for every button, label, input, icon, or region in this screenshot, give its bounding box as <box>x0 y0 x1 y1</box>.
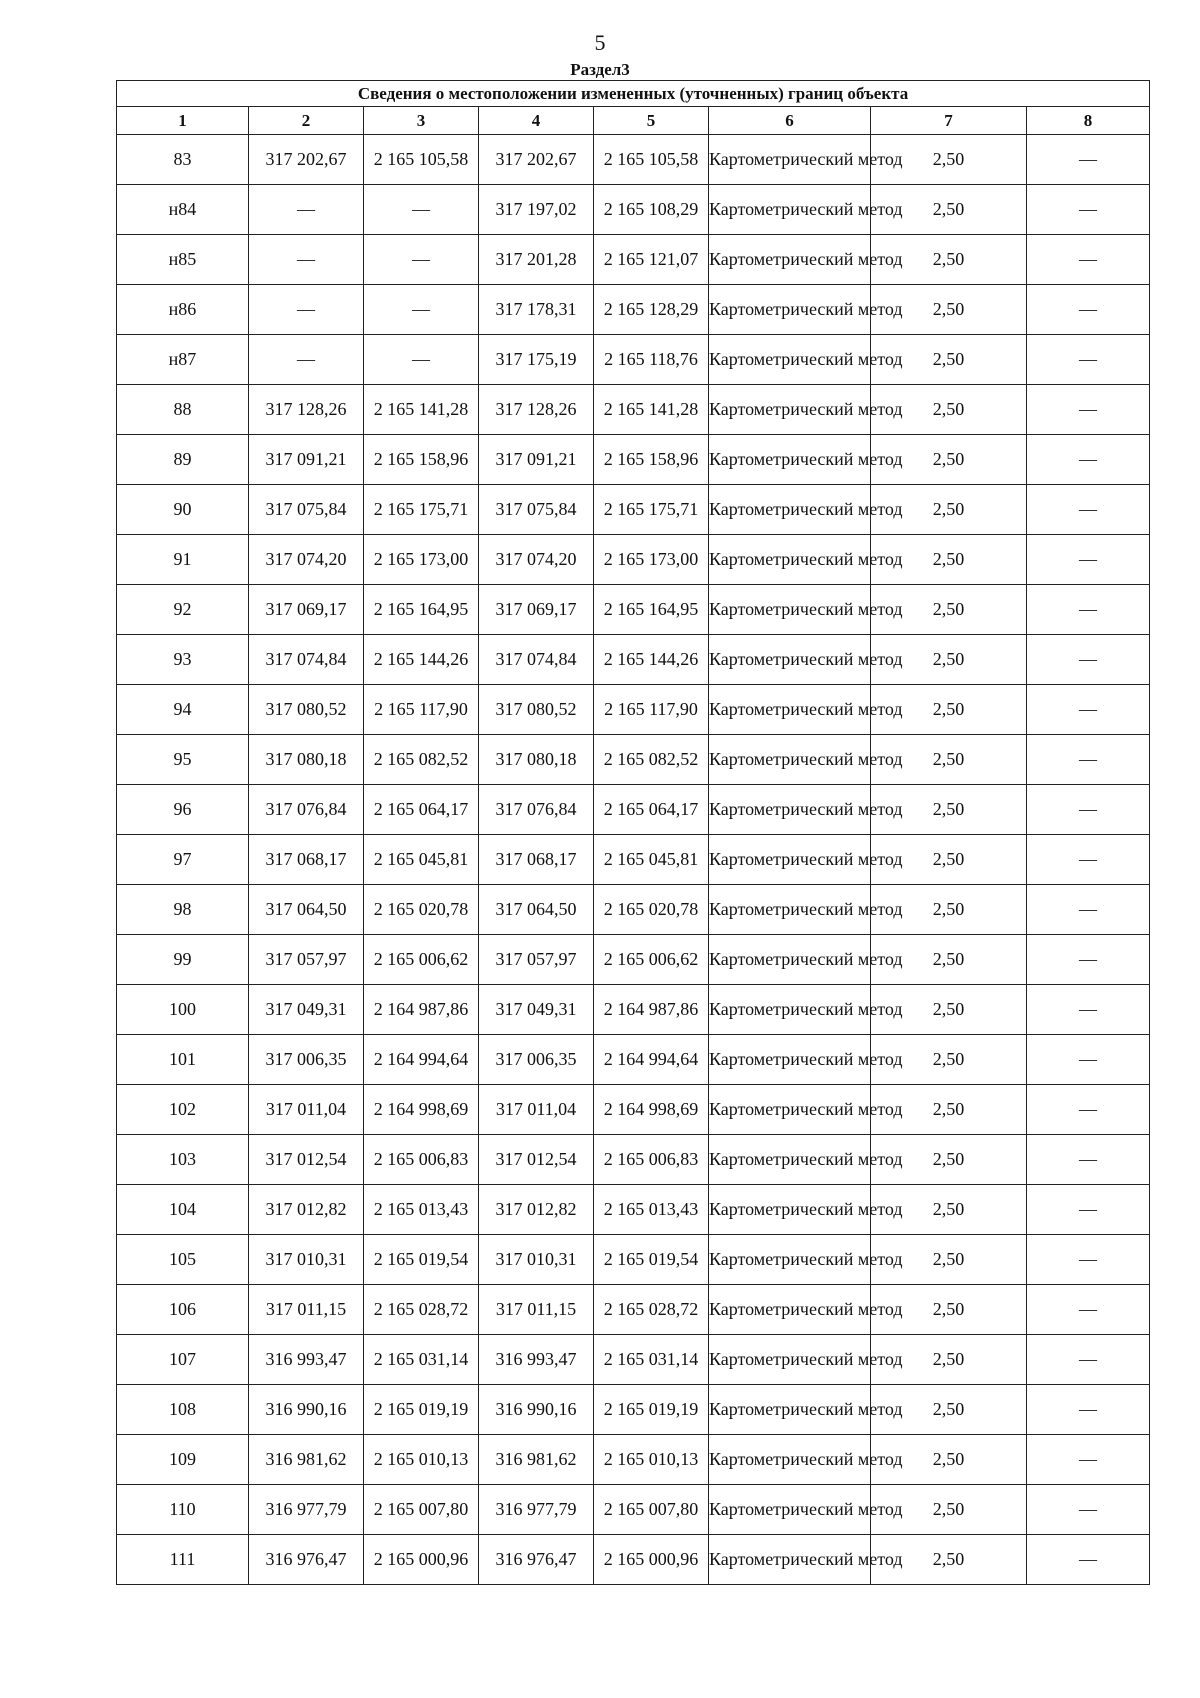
cell-accuracy: 2,50 <box>871 1185 1027 1235</box>
cell-accuracy: 2,50 <box>871 1335 1027 1385</box>
cell-description: — <box>1027 1235 1150 1285</box>
cell-description: — <box>1027 285 1150 335</box>
cell-new-x: 316 977,79 <box>479 1485 594 1535</box>
cell-old-y: 2 165 175,71 <box>364 485 479 535</box>
cell-point-id: 106 <box>117 1285 249 1335</box>
cell-accuracy: 2,50 <box>871 885 1027 935</box>
cell-accuracy: 2,50 <box>871 585 1027 635</box>
cell-old-x: 317 012,82 <box>249 1185 364 1235</box>
table-row <box>117 835 1150 885</box>
cell-point-id: 104 <box>117 1185 249 1235</box>
cell-description: — <box>1027 135 1150 185</box>
cell-new-x: 316 981,62 <box>479 1435 594 1485</box>
cell-accuracy: 2,50 <box>871 135 1027 185</box>
cell-old-x: 317 074,84 <box>249 635 364 685</box>
cell-old-y: 2 164 998,69 <box>364 1085 479 1135</box>
cell-old-y: — <box>364 335 479 385</box>
cell-method: Картометрический метод <box>709 1085 871 1135</box>
cell-description: — <box>1027 1135 1150 1185</box>
cell-accuracy: 2,50 <box>871 235 1027 285</box>
cell-description: — <box>1027 485 1150 535</box>
cell-old-y: 2 165 020,78 <box>364 885 479 935</box>
cell-accuracy: 2,50 <box>871 985 1027 1035</box>
cell-new-x: 317 011,15 <box>479 1285 594 1335</box>
cell-new-x: 317 074,20 <box>479 535 594 585</box>
cell-old-x: — <box>249 335 364 385</box>
cell-point-id: 95 <box>117 735 249 785</box>
cell-new-x: 317 012,82 <box>479 1185 594 1235</box>
cell-old-x: 317 080,18 <box>249 735 364 785</box>
table-row <box>117 935 1150 985</box>
cell-old-y: 2 165 019,54 <box>364 1235 479 1285</box>
cell-method: Картометрический метод <box>709 1435 871 1485</box>
cell-accuracy: 2,50 <box>871 1035 1027 1085</box>
cell-point-id: 100 <box>117 985 249 1035</box>
cell-accuracy: 2,50 <box>871 635 1027 685</box>
cell-method: Картометрический метод <box>709 235 871 285</box>
cell-old-x: 317 011,04 <box>249 1085 364 1135</box>
cell-description: — <box>1027 1385 1150 1435</box>
cell-old-y: 2 165 007,80 <box>364 1485 479 1535</box>
cell-point-id: 111 <box>117 1535 249 1585</box>
cell-new-y: 2 165 020,78 <box>594 885 709 935</box>
table-row <box>117 1135 1150 1185</box>
cell-new-y: 2 165 045,81 <box>594 835 709 885</box>
cell-old-x: 317 069,17 <box>249 585 364 635</box>
cell-new-x: 317 068,17 <box>479 835 594 885</box>
cell-point-id: 96 <box>117 785 249 835</box>
cell-description: — <box>1027 785 1150 835</box>
cell-old-x: 317 012,54 <box>249 1135 364 1185</box>
cell-old-x: 316 976,47 <box>249 1535 364 1585</box>
table-row <box>117 1035 1150 1085</box>
cell-new-y: 2 165 064,17 <box>594 785 709 835</box>
cell-old-x: 317 076,84 <box>249 785 364 835</box>
cell-accuracy: 2,50 <box>871 435 1027 485</box>
cell-point-id: 101 <box>117 1035 249 1085</box>
cell-old-x: 317 202,67 <box>249 135 364 185</box>
cell-new-y: 2 165 173,00 <box>594 535 709 585</box>
column-number-row <box>117 107 1150 135</box>
cell-new-y: 2 165 082,52 <box>594 735 709 785</box>
cell-new-y: 2 165 118,76 <box>594 335 709 385</box>
cell-old-y: 2 165 006,83 <box>364 1135 479 1185</box>
cell-method: Картометрический метод <box>709 885 871 935</box>
table-row <box>117 1285 1150 1335</box>
cell-new-y: 2 165 175,71 <box>594 485 709 535</box>
cell-description: — <box>1027 835 1150 885</box>
cell-method: Картометрический метод <box>709 1285 871 1335</box>
cell-old-y: 2 165 164,95 <box>364 585 479 635</box>
cell-point-id: н84 <box>117 185 249 235</box>
cell-old-y: 2 165 010,13 <box>364 1435 479 1485</box>
table-row <box>117 735 1150 785</box>
cell-method: Картометрический метод <box>709 835 871 885</box>
cell-old-y: 2 165 045,81 <box>364 835 479 885</box>
cell-old-x: 316 993,47 <box>249 1335 364 1385</box>
cell-old-y: 2 165 158,96 <box>364 435 479 485</box>
cell-method: Картометрический метод <box>709 1335 871 1385</box>
cell-description: — <box>1027 935 1150 985</box>
cell-accuracy: 2,50 <box>871 535 1027 585</box>
column-number-6: 6 <box>709 107 871 135</box>
cell-new-x: 317 049,31 <box>479 985 594 1035</box>
cell-method: Картометрический метод <box>709 435 871 485</box>
cell-point-id: 91 <box>117 535 249 585</box>
cell-old-x: — <box>249 185 364 235</box>
table-caption: Сведения о местоположении измененных (уточненных) границ объекта <box>117 81 1150 107</box>
cell-old-x: 317 091,21 <box>249 435 364 485</box>
column-number-8: 8 <box>1027 107 1150 135</box>
table-row <box>117 235 1150 285</box>
cell-point-id: 93 <box>117 635 249 685</box>
cell-accuracy: 2,50 <box>871 835 1027 885</box>
cell-method: Картометрический метод <box>709 535 871 585</box>
boundary-coordinates-table <box>116 80 1150 1585</box>
cell-method: Картометрический метод <box>709 1235 871 1285</box>
cell-new-x: 317 128,26 <box>479 385 594 435</box>
section-title: Раздел3 <box>570 60 630 79</box>
cell-old-x: 317 011,15 <box>249 1285 364 1335</box>
cell-new-y: 2 165 105,58 <box>594 135 709 185</box>
cell-new-x: 317 075,84 <box>479 485 594 535</box>
table-row <box>117 1235 1150 1285</box>
cell-new-y: 2 165 031,14 <box>594 1335 709 1385</box>
cell-description: — <box>1027 1485 1150 1535</box>
cell-description: — <box>1027 535 1150 585</box>
cell-accuracy: 2,50 <box>871 685 1027 735</box>
table-row <box>117 535 1150 585</box>
cell-method: Картометрический метод <box>709 485 871 535</box>
cell-accuracy: 2,50 <box>871 285 1027 335</box>
table-row <box>117 335 1150 385</box>
cell-new-x: 317 057,97 <box>479 935 594 985</box>
cell-new-x: 317 080,18 <box>479 735 594 785</box>
cell-description: — <box>1027 185 1150 235</box>
cell-old-x: 317 049,31 <box>249 985 364 1035</box>
cell-new-y: 2 165 164,95 <box>594 585 709 635</box>
cell-point-id: 107 <box>117 1335 249 1385</box>
cell-new-x: 317 178,31 <box>479 285 594 335</box>
cell-new-y: 2 164 987,86 <box>594 985 709 1035</box>
cell-new-y: 2 165 010,13 <box>594 1435 709 1485</box>
cell-accuracy: 2,50 <box>871 735 1027 785</box>
cell-point-id: н85 <box>117 235 249 285</box>
cell-point-id: 88 <box>117 385 249 435</box>
cell-description: — <box>1027 435 1150 485</box>
cell-new-y: 2 164 994,64 <box>594 1035 709 1085</box>
cell-point-id: 97 <box>117 835 249 885</box>
cell-method: Картометрический метод <box>709 635 871 685</box>
cell-old-x: 317 006,35 <box>249 1035 364 1085</box>
cell-accuracy: 2,50 <box>871 1235 1027 1285</box>
table-row <box>117 485 1150 535</box>
cell-old-x: — <box>249 235 364 285</box>
table-row <box>117 435 1150 485</box>
cell-description: — <box>1027 335 1150 385</box>
cell-method: Картометрический метод <box>709 585 871 635</box>
cell-new-y: 2 165 007,80 <box>594 1485 709 1535</box>
cell-new-y: 2 165 121,07 <box>594 235 709 285</box>
cell-description: — <box>1027 235 1150 285</box>
cell-description: — <box>1027 1435 1150 1485</box>
cell-new-x: 317 202,67 <box>479 135 594 185</box>
cell-new-y: 2 165 019,54 <box>594 1235 709 1285</box>
cell-new-y: 2 165 108,29 <box>594 185 709 235</box>
cell-method: Картометрический метод <box>709 1535 871 1585</box>
cell-new-x: 317 197,02 <box>479 185 594 235</box>
cell-accuracy: 2,50 <box>871 785 1027 835</box>
cell-old-y: — <box>364 235 479 285</box>
cell-new-x: 317 076,84 <box>479 785 594 835</box>
cell-method: Картометрический метод <box>709 1385 871 1435</box>
cell-new-y: 2 165 006,62 <box>594 935 709 985</box>
cell-new-y: 2 165 141,28 <box>594 385 709 435</box>
cell-accuracy: 2,50 <box>871 1485 1027 1535</box>
cell-new-y: 2 165 006,83 <box>594 1135 709 1185</box>
cell-accuracy: 2,50 <box>871 1285 1027 1335</box>
cell-old-y: — <box>364 185 479 235</box>
cell-description: — <box>1027 1035 1150 1085</box>
cell-new-x: 316 990,16 <box>479 1385 594 1435</box>
table-row <box>117 985 1150 1035</box>
cell-point-id: 109 <box>117 1435 249 1485</box>
table-row <box>117 685 1150 735</box>
cell-point-id: 94 <box>117 685 249 735</box>
cell-old-x: 316 977,79 <box>249 1485 364 1535</box>
cell-accuracy: 2,50 <box>871 1435 1027 1485</box>
cell-new-y: 2 165 158,96 <box>594 435 709 485</box>
cell-old-y: 2 165 141,28 <box>364 385 479 435</box>
cell-new-x: 317 010,31 <box>479 1235 594 1285</box>
cell-old-x: 317 010,31 <box>249 1235 364 1285</box>
cell-old-y: 2 164 987,86 <box>364 985 479 1035</box>
cell-new-y: 2 165 128,29 <box>594 285 709 335</box>
cell-old-x: 317 074,20 <box>249 535 364 585</box>
cell-method: Картометрический метод <box>709 785 871 835</box>
cell-description: — <box>1027 1085 1150 1135</box>
cell-point-id: 110 <box>117 1485 249 1535</box>
cell-description: — <box>1027 1185 1150 1235</box>
cell-new-x: 317 080,52 <box>479 685 594 735</box>
table-row <box>117 1535 1150 1585</box>
column-number-1: 1 <box>117 107 249 135</box>
cell-new-x: 317 069,17 <box>479 585 594 635</box>
cell-new-y: 2 165 117,90 <box>594 685 709 735</box>
cell-accuracy: 2,50 <box>871 1135 1027 1185</box>
cell-method: Картометрический метод <box>709 935 871 985</box>
cell-accuracy: 2,50 <box>871 1385 1027 1435</box>
cell-accuracy: 2,50 <box>871 1535 1027 1585</box>
cell-old-y: 2 165 028,72 <box>364 1285 479 1335</box>
cell-method: Картометрический метод <box>709 135 871 185</box>
cell-old-x: 316 990,16 <box>249 1385 364 1435</box>
cell-new-x: 316 976,47 <box>479 1535 594 1585</box>
cell-old-y: 2 165 019,19 <box>364 1385 479 1435</box>
cell-new-y: 2 165 019,19 <box>594 1385 709 1435</box>
cell-new-x: 317 006,35 <box>479 1035 594 1085</box>
cell-method: Картометрический метод <box>709 285 871 335</box>
cell-point-id: 98 <box>117 885 249 935</box>
cell-accuracy: 2,50 <box>871 1085 1027 1135</box>
cell-point-id: 99 <box>117 935 249 985</box>
column-number-3: 3 <box>364 107 479 135</box>
cell-new-y: 2 165 028,72 <box>594 1285 709 1335</box>
cell-new-x: 317 175,19 <box>479 335 594 385</box>
cell-point-id: 102 <box>117 1085 249 1135</box>
cell-old-y: 2 164 994,64 <box>364 1035 479 1085</box>
table-row <box>117 1335 1150 1385</box>
cell-new-y: 2 165 013,43 <box>594 1185 709 1235</box>
column-number-5: 5 <box>594 107 709 135</box>
table-row <box>117 1185 1150 1235</box>
cell-old-y: 2 165 000,96 <box>364 1535 479 1585</box>
cell-old-x: 317 075,84 <box>249 485 364 535</box>
cell-new-x: 317 074,84 <box>479 635 594 685</box>
cell-description: — <box>1027 585 1150 635</box>
cell-accuracy: 2,50 <box>871 335 1027 385</box>
cell-old-y: 2 165 144,26 <box>364 635 479 685</box>
cell-new-y: 2 164 998,69 <box>594 1085 709 1135</box>
cell-point-id: 105 <box>117 1235 249 1285</box>
cell-new-y: 2 165 144,26 <box>594 635 709 685</box>
cell-description: — <box>1027 1335 1150 1385</box>
column-number-4: 4 <box>479 107 594 135</box>
cell-method: Картометрический метод <box>709 335 871 385</box>
cell-old-y: 2 165 082,52 <box>364 735 479 785</box>
table-caption-row <box>117 81 1150 107</box>
cell-accuracy: 2,50 <box>871 185 1027 235</box>
table-row <box>117 785 1150 835</box>
table-row <box>117 885 1150 935</box>
table-row <box>117 1085 1150 1135</box>
cell-point-id: 90 <box>117 485 249 535</box>
cell-description: — <box>1027 1285 1150 1335</box>
cell-point-id: 103 <box>117 1135 249 1185</box>
cell-old-y: 2 165 105,58 <box>364 135 479 185</box>
cell-old-y: 2 165 064,17 <box>364 785 479 835</box>
cell-old-x: 317 068,17 <box>249 835 364 885</box>
cell-old-y: 2 165 173,00 <box>364 535 479 585</box>
cell-old-x: 316 981,62 <box>249 1435 364 1485</box>
cell-old-y: 2 165 117,90 <box>364 685 479 735</box>
cell-method: Картометрический метод <box>709 1135 871 1185</box>
table-row <box>117 385 1150 435</box>
cell-new-x: 317 011,04 <box>479 1085 594 1135</box>
cell-new-x: 317 064,50 <box>479 885 594 935</box>
cell-accuracy: 2,50 <box>871 485 1027 535</box>
cell-new-y: 2 165 000,96 <box>594 1535 709 1585</box>
cell-point-id: 108 <box>117 1385 249 1435</box>
cell-description: — <box>1027 385 1150 435</box>
cell-description: — <box>1027 1535 1150 1585</box>
cell-old-y: — <box>364 285 479 335</box>
cell-new-x: 317 012,54 <box>479 1135 594 1185</box>
cell-method: Картометрический метод <box>709 185 871 235</box>
cell-point-id: н86 <box>117 285 249 335</box>
cell-description: — <box>1027 635 1150 685</box>
cell-method: Картометрический метод <box>709 735 871 785</box>
cell-new-x: 317 201,28 <box>479 235 594 285</box>
cell-method: Картометрический метод <box>709 985 871 1035</box>
table-row <box>117 185 1150 235</box>
cell-method: Картометрический метод <box>709 1185 871 1235</box>
column-number-2: 2 <box>249 107 364 135</box>
cell-old-x: 317 057,97 <box>249 935 364 985</box>
cell-point-id: 83 <box>117 135 249 185</box>
cell-accuracy: 2,50 <box>871 935 1027 985</box>
cell-description: — <box>1027 685 1150 735</box>
table-body <box>117 135 1150 1585</box>
cell-method: Картометрический метод <box>709 1035 871 1085</box>
cell-old-x: 317 080,52 <box>249 685 364 735</box>
table-row <box>117 1435 1150 1485</box>
table-row <box>117 585 1150 635</box>
table-row <box>117 285 1150 335</box>
cell-point-id: н87 <box>117 335 249 385</box>
cell-description: — <box>1027 885 1150 935</box>
cell-point-id: 92 <box>117 585 249 635</box>
cell-description: — <box>1027 735 1150 785</box>
cell-method: Картометрический метод <box>709 1485 871 1535</box>
cell-old-x: 317 064,50 <box>249 885 364 935</box>
page-number: 5 <box>594 30 606 55</box>
cell-old-y: 2 165 006,62 <box>364 935 479 985</box>
table-row <box>117 1485 1150 1535</box>
cell-new-x: 317 091,21 <box>479 435 594 485</box>
cell-old-y: 2 165 013,43 <box>364 1185 479 1235</box>
table-row <box>117 135 1150 185</box>
cell-old-x: 317 128,26 <box>249 385 364 435</box>
cell-point-id: 89 <box>117 435 249 485</box>
cell-description: — <box>1027 985 1150 1035</box>
cell-old-x: — <box>249 285 364 335</box>
table-row <box>117 1385 1150 1435</box>
column-number-7: 7 <box>871 107 1027 135</box>
cell-accuracy: 2,50 <box>871 385 1027 435</box>
cell-new-x: 316 993,47 <box>479 1335 594 1385</box>
cell-method: Картометрический метод <box>709 685 871 735</box>
cell-method: Картометрический метод <box>709 385 871 435</box>
cell-old-y: 2 165 031,14 <box>364 1335 479 1385</box>
table-row <box>117 635 1150 685</box>
